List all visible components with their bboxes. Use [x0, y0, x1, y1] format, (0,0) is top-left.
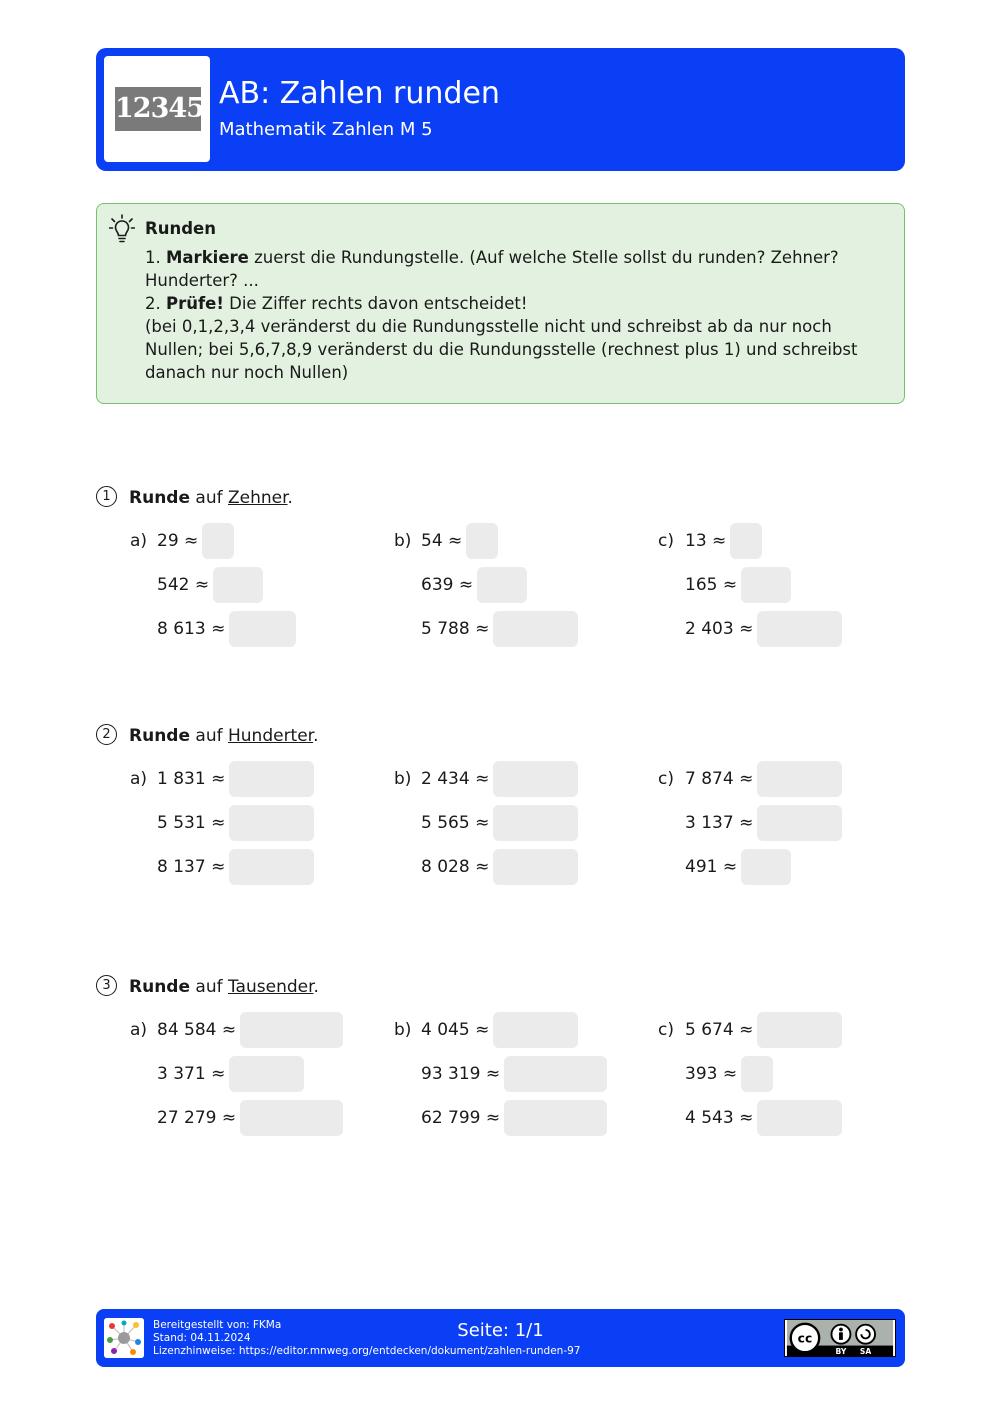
answer-box[interactable]	[240, 1012, 343, 1048]
problem-c	[658, 1100, 908, 1136]
answer-box[interactable]	[757, 761, 842, 797]
problem-c	[658, 849, 908, 885]
answer-box[interactable]	[202, 523, 234, 559]
answer-box[interactable]	[477, 567, 527, 603]
footer-date: Stand: 04.11.2024	[153, 1332, 251, 1344]
answer-box[interactable]	[730, 523, 762, 559]
problem-expression: 8 137 ≈	[157, 857, 226, 877]
problem-b	[394, 523, 644, 559]
answer-box[interactable]	[493, 805, 578, 841]
problem-expression: 4 543 ≈	[685, 1108, 754, 1128]
task-heading	[96, 487, 293, 509]
problem-c	[658, 523, 908, 559]
answer-box[interactable]	[466, 523, 498, 559]
cc-by-label: BY	[835, 1347, 847, 1357]
problem-a	[130, 1100, 380, 1136]
footer-bar	[96, 1309, 905, 1367]
cc-license-badge	[784, 1319, 896, 1357]
problem-expression: 27 279 ≈	[157, 1108, 237, 1128]
problem-expression: 2 403 ≈	[685, 619, 754, 639]
step-keyword: Prüfe!	[166, 294, 224, 313]
task-connector: auf	[190, 488, 228, 508]
task-connector: auf	[190, 977, 228, 997]
problem-b	[394, 805, 644, 841]
answer-box[interactable]	[757, 805, 842, 841]
problem-expression: 3 137 ≈	[685, 813, 754, 833]
page-number: Seite: 1/1	[457, 1320, 544, 1341]
answer-box[interactable]	[493, 761, 578, 797]
answer-box[interactable]	[229, 849, 314, 885]
problem-expression: 5 788 ≈	[421, 619, 490, 639]
problem-expression: 393 ≈	[685, 1064, 738, 1084]
problem-expression: 62 799 ≈	[421, 1108, 501, 1128]
answer-box[interactable]	[229, 805, 314, 841]
task-heading	[96, 725, 319, 747]
task-connector: auf	[190, 726, 228, 746]
footer-provided-by: Bereitgestellt von: FKMa	[153, 1319, 282, 1331]
problem-expression: 7 874 ≈	[685, 769, 754, 789]
problem-expression: 93 319 ≈	[421, 1064, 501, 1084]
problem-b	[394, 1056, 644, 1092]
problem-b	[394, 1012, 644, 1048]
task-number: 2	[96, 724, 117, 745]
problem-expression: 542 ≈	[157, 575, 210, 595]
worksheet-logo	[104, 56, 210, 162]
problem-a	[130, 1056, 380, 1092]
answer-box[interactable]	[213, 567, 263, 603]
problem-label: a)	[130, 531, 148, 551]
problem-a	[130, 805, 380, 841]
info-step-2	[145, 292, 890, 315]
answer-box[interactable]	[240, 1100, 343, 1136]
info-text	[145, 246, 890, 384]
problem-expression: 8 613 ≈	[157, 619, 226, 639]
task-punct: .	[313, 977, 319, 997]
answer-box[interactable]	[229, 761, 314, 797]
answer-box[interactable]	[493, 1012, 578, 1048]
problem-label: b)	[394, 769, 412, 789]
problem-b	[394, 849, 644, 885]
answer-box[interactable]	[741, 567, 791, 603]
answer-box[interactable]	[757, 1100, 842, 1136]
task-verb: Runde	[129, 977, 190, 997]
info-box	[96, 203, 905, 404]
answer-box[interactable]	[757, 1012, 842, 1048]
problem-label: c)	[658, 531, 674, 551]
task-target: Hunderter	[227, 726, 314, 746]
problem-label: a)	[130, 769, 148, 789]
task-verb: Runde	[129, 488, 190, 508]
task-heading	[96, 976, 319, 998]
answer-box[interactable]	[504, 1056, 607, 1092]
task-number: 3	[96, 975, 117, 996]
problem-b	[394, 761, 644, 797]
footer-license: Lizenzhinweise: https://editor.mnweg.org/entdecken/dokument/zahlen-runden-97	[153, 1345, 581, 1357]
problem-c	[658, 1012, 908, 1048]
problem-b	[394, 1100, 644, 1136]
task-verb: Runde	[129, 726, 190, 746]
problem-a	[130, 567, 380, 603]
problem-expression: 3 371 ≈	[157, 1064, 226, 1084]
step-number: 1.	[145, 248, 166, 267]
answer-box[interactable]	[229, 611, 296, 647]
answer-box[interactable]	[493, 611, 578, 647]
problem-label: a)	[130, 1020, 148, 1040]
problem-expression: 1 831 ≈	[157, 769, 226, 789]
step-keyword: Markiere	[166, 248, 249, 267]
answer-box[interactable]	[741, 1056, 773, 1092]
problem-a	[130, 849, 380, 885]
header-banner	[96, 48, 905, 171]
task-target: Zehner	[227, 488, 288, 508]
problem-expression: 29 ≈	[157, 531, 199, 551]
problem-c	[658, 567, 908, 603]
answer-box[interactable]	[741, 849, 791, 885]
page-subtitle: Mathematik Zahlen M 5	[219, 119, 433, 140]
page-title: AB: Zahlen runden	[219, 76, 500, 111]
problem-c	[658, 1056, 908, 1092]
problem-expression: 491 ≈	[685, 857, 738, 877]
lightbulb-icon	[109, 214, 135, 244]
problem-expression: 639 ≈	[421, 575, 474, 595]
problem-a	[130, 761, 380, 797]
problem-a	[130, 523, 380, 559]
problem-expression: 5 531 ≈	[157, 813, 226, 833]
svg-text:cc: cc	[797, 1331, 813, 1346]
problem-c	[658, 761, 908, 797]
info-step-1	[145, 246, 890, 292]
answer-box[interactable]	[757, 611, 842, 647]
problem-expression: 2 434 ≈	[421, 769, 490, 789]
problem-b	[394, 567, 644, 603]
problem-b	[394, 611, 644, 647]
cc-sa-label: SA	[859, 1347, 872, 1357]
problem-expression: 165 ≈	[685, 575, 738, 595]
answer-box[interactable]	[504, 1100, 607, 1136]
logo-number: 12345	[115, 87, 201, 131]
task-punct: .	[313, 726, 319, 746]
step-text: Die Ziffer rechts davon entscheidet!	[223, 294, 528, 313]
problem-expression: 54 ≈	[421, 531, 463, 551]
answer-box[interactable]	[493, 849, 578, 885]
problem-expression: 4 045 ≈	[421, 1020, 490, 1040]
problem-label: c)	[658, 1020, 674, 1040]
problem-a	[130, 611, 380, 647]
problem-expression: 8 028 ≈	[421, 857, 490, 877]
info-title: Runden	[145, 219, 216, 238]
problem-expression: 5 674 ≈	[685, 1020, 754, 1040]
info-step-explanation: (bei 0,1,2,3,4 veränderst du die Rundungsstelle nicht und schreibst ab da nur noch Nullen; bei 5,6,7,8,9 veränderst du die Rundungsstelle (rechnest plus 1) und schreibst danach nur noch Nullen)	[145, 317, 858, 382]
answer-box[interactable]	[229, 1056, 304, 1092]
problem-a	[130, 1012, 380, 1048]
problem-c	[658, 805, 908, 841]
step-number: 2.	[145, 294, 166, 313]
problem-expression: 84 584 ≈	[157, 1020, 237, 1040]
problem-label: b)	[394, 1020, 412, 1040]
problem-label: c)	[658, 769, 674, 789]
problem-c	[658, 611, 908, 647]
task-target: Tausender	[227, 977, 314, 997]
step-text: zuerst die Rundungstelle. (Auf welche Stelle sollst du runden? Zehner? Hunderter? ...	[145, 248, 839, 290]
task-punct: .	[287, 488, 293, 508]
problem-expression: 5 565 ≈	[421, 813, 490, 833]
problem-label: b)	[394, 531, 412, 551]
task-number: 1	[96, 486, 117, 507]
problem-expression: 13 ≈	[685, 531, 727, 551]
